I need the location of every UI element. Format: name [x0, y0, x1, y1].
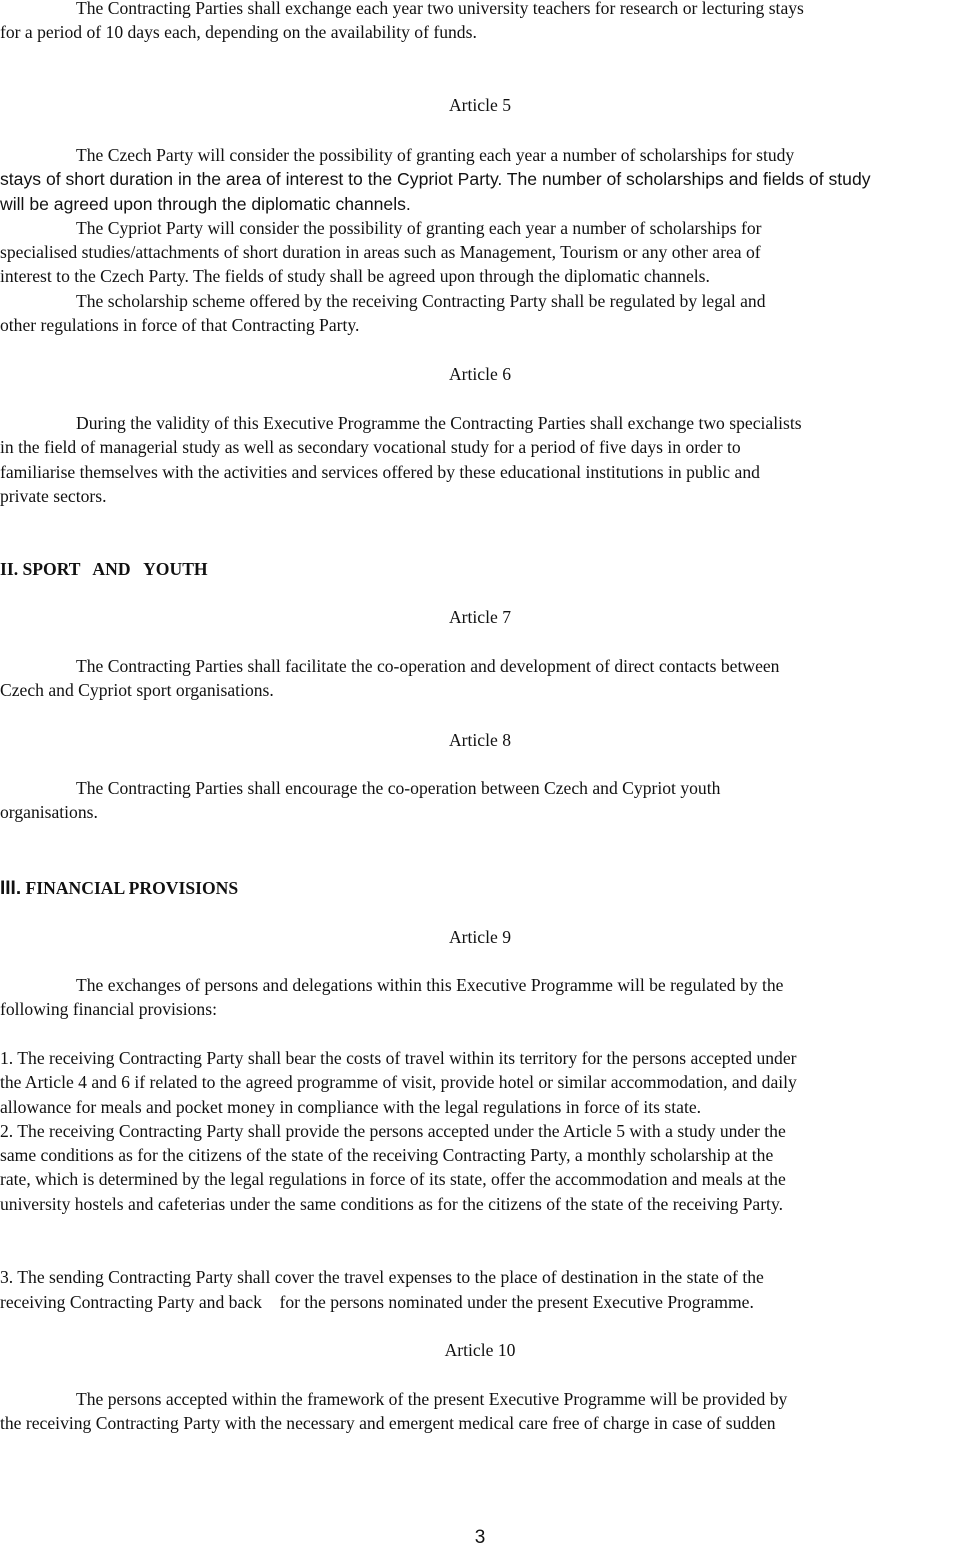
- body-text-line: The Cypriot Party will consider the possibility of granting each year a number of scholarships for: [76, 218, 762, 238]
- body-text-line: [0, 167, 960, 191]
- list-item-line: 3. The sending Contracting Party shall cover the travel expenses to the place of destination in the state of the: [0, 1267, 764, 1287]
- body-text-line: organisations.: [0, 802, 98, 822]
- body-text-line: private sectors.: [0, 486, 107, 506]
- article-5-heading: Article 5: [448, 95, 512, 115]
- article-6-heading: Article 6: [448, 364, 512, 384]
- article-9-heading: Article 9: [448, 927, 512, 947]
- body-text-line: The persons accepted within the framework of the present Executive Programme will be provided by: [76, 1389, 788, 1409]
- section-3-title: FINANCIAL PROVISIONS: [21, 878, 239, 898]
- list-item-line: receiving Contracting Party and back for the persons nominated under the present Executive Programme.: [0, 1292, 754, 1312]
- section-3-heading: [0, 876, 960, 901]
- body-text-line: other regulations in force of that Contracting Party.: [0, 315, 360, 335]
- body-text-line: familiarise themselves with the activities and services offered by these educational institutions in public and: [0, 462, 760, 482]
- article-8-heading: Article 8: [448, 730, 512, 750]
- body-text-line: During the validity of this Executive Programme the Contracting Parties shall exchange two specialists: [76, 413, 802, 433]
- section-2-heading: II. SPORT AND YOUTH: [0, 559, 208, 579]
- body-text-line: The Czech Party will consider the possibility of granting each year a number of scholarships for study: [76, 145, 795, 165]
- body-text-line: The Contracting Parties shall encourage the co-operation between Czech and Cypriot youth: [76, 778, 721, 798]
- body-text-line: following financial provisions:: [0, 999, 217, 1019]
- article-10-heading: Article 10: [444, 1340, 516, 1360]
- page-number: 3: [474, 1527, 486, 1548]
- section-3-numeral: III.: [0, 878, 22, 899]
- list-item-line: rate, which is determined by the legal regulations in force of its state, offer the accommodation and meals at the: [0, 1169, 786, 1189]
- list-item-line: 2. The receiving Contracting Party shall provide the persons accepted under the Article 5 with a study under the: [0, 1121, 786, 1141]
- text-segment: The number of scholarships and fields of study: [506, 169, 871, 189]
- body-text-line: The exchanges of persons and delegations within this Executive Programme will be regulated by the: [76, 975, 784, 995]
- body-text-line: Czech and Cypriot sport organisations.: [0, 680, 274, 700]
- body-text-line: in the field of managerial study as well as secondary vocational study for a period of five days in order to: [0, 437, 741, 457]
- body-text-line: specialised studies/attachments of short duration in areas such as Management, Tourism or any other area of: [0, 242, 761, 262]
- body-text-line: the receiving Contracting Party with the necessary and emergent medical care free of charge in case of sudden: [0, 1413, 776, 1433]
- body-text-line: The scholarship scheme offered by the receiving Contracting Party shall be regulated by legal and: [76, 291, 766, 311]
- text-segment: stays of short duration in the area of interest to the Cypriot Party.: [0, 169, 503, 189]
- list-item-line: allowance for meals and pocket money in compliance with the legal regulations in force of its state.: [0, 1097, 702, 1117]
- body-text-line: The Contracting Parties shall facilitate the co-operation and development of direct contacts between: [76, 656, 780, 676]
- body-text-line: interest to the Czech Party. The fields of study shall be agreed upon through the diplomatic channels.: [0, 266, 710, 286]
- list-item-line: the Article 4 and 6 if related to the agreed programme of visit, provide hotel or similar accommodation, and daily: [0, 1072, 797, 1092]
- article-7-heading: Article 7: [448, 607, 512, 627]
- body-text-line: will be agreed upon through the diplomatic channels.: [0, 194, 411, 214]
- list-item-line: same conditions as for the citizens of the state of the receiving Contracting Party, a monthly scholarship at the: [0, 1145, 774, 1165]
- list-item-line: 1. The receiving Contracting Party shall bear the costs of travel within its territory for the persons accepted under: [0, 1048, 797, 1068]
- list-item-line: university hostels and cafeterias under the same conditions as for the citizens of the state of the receiving Party.: [0, 1194, 783, 1214]
- body-text-line: for a period of 10 days each, depending on the availability of funds.: [0, 22, 477, 42]
- body-text-line: The Contracting Parties shall exchange each year two university teachers for research or lecturing stays: [76, 0, 804, 18]
